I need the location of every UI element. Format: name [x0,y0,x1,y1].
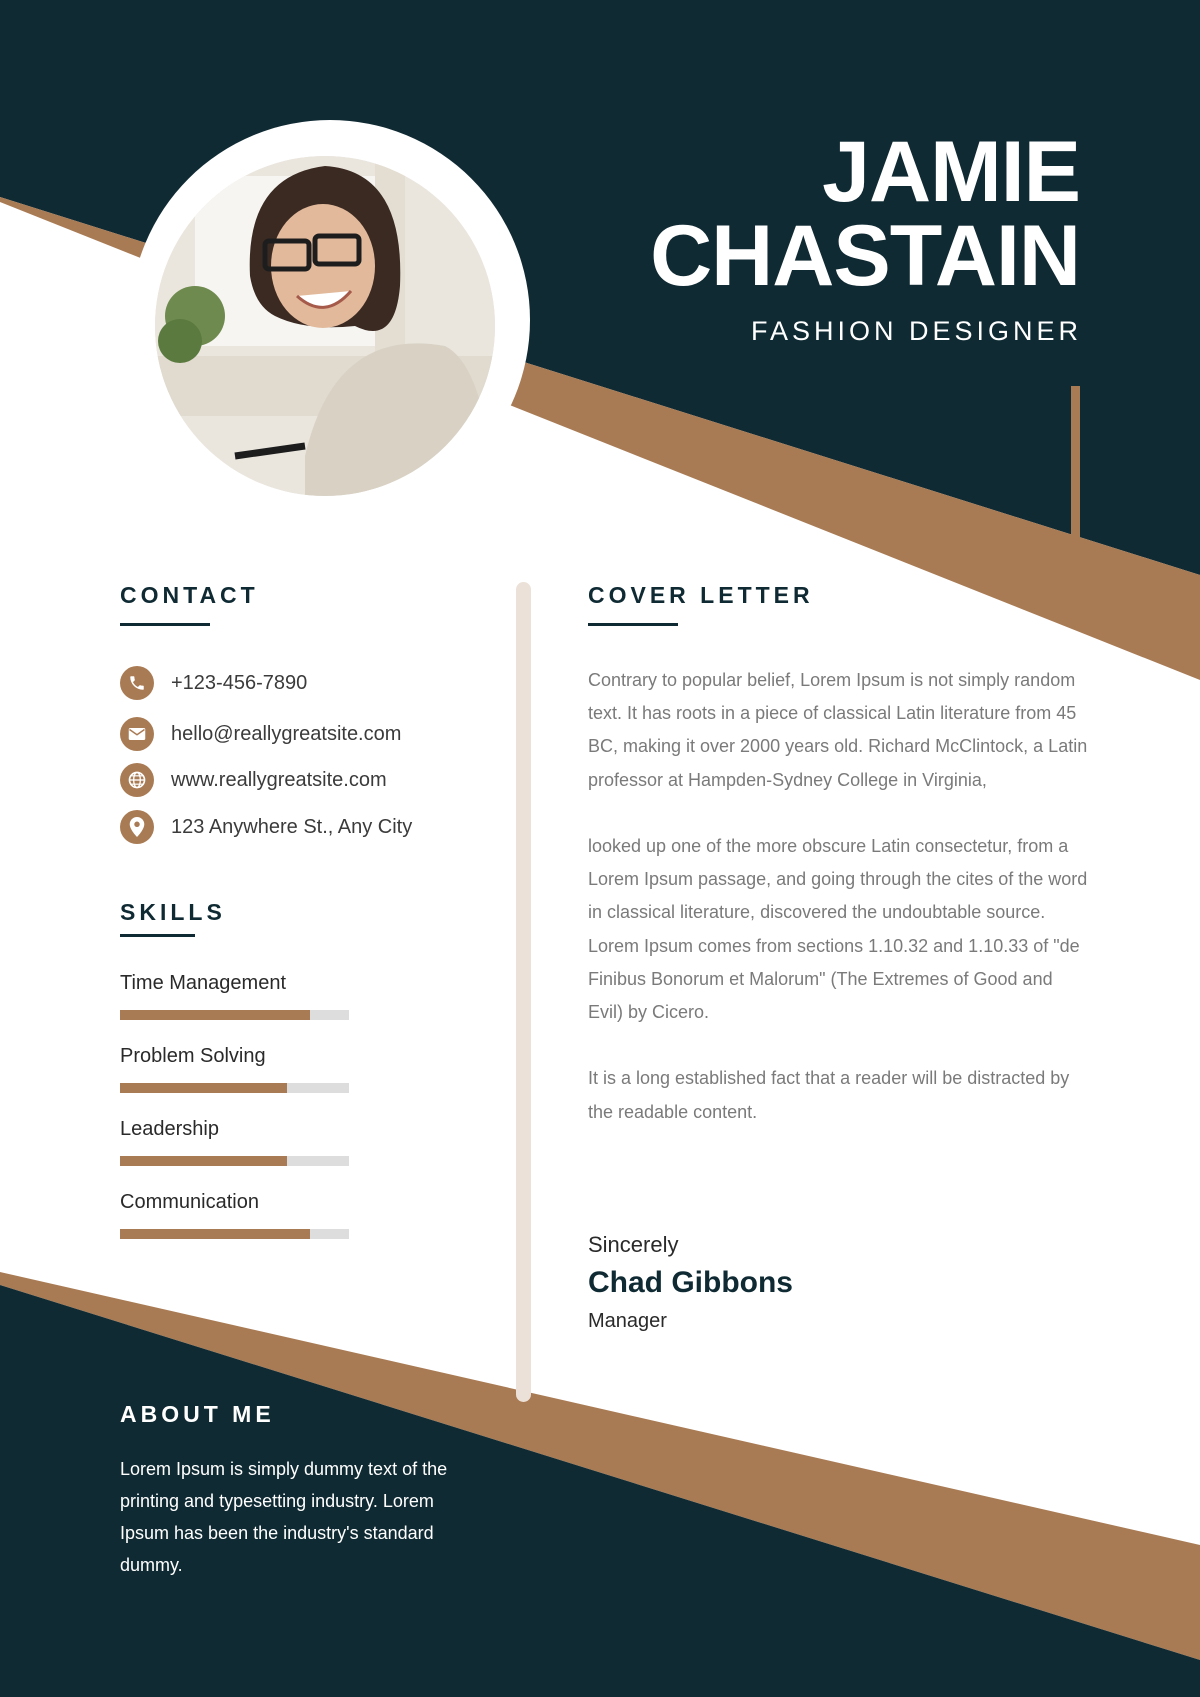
email-address[interactable]: hello@reallygreatsite.com [171,722,402,745]
cover-letter-body [588,664,1088,1129]
skill-label: Communication [120,1191,259,1213]
signer-name: Chad Gibbons [588,1266,793,1299]
skills-heading: SKILLS [120,899,226,925]
skill-bar-fill [120,1156,287,1166]
first-name: JAMIE [822,124,1080,220]
contact-email [120,717,401,751]
signer-role: Manager [588,1310,667,1332]
about-heading: ABOUT ME [120,1401,275,1427]
cover-paragraph: Contrary to popular belief, Lorem Ipsum is not simply random text. It has roots in a piece of classical Latin literature from 45 BC, making it over 2000 years old. Richard McClintock, a Latin professor at Hampden-Sydney College in Virginia, [588,670,1088,790]
phone-number[interactable]: +123-456-7890 [171,671,308,694]
last-name: CHASTAIN [650,208,1080,304]
skill-bar-fill [120,1010,310,1020]
contact-underline [120,623,210,626]
location-pin-icon [120,810,154,844]
about-text: Lorem Ipsum is simply dummy text of the printing and typesetting industry. Lorem Ipsum has been the industry's standard dummy. [120,1459,448,1575]
job-title: FASHION DESIGNER [750,316,1082,346]
street-address: 123 Anywhere St., Any City [171,815,413,838]
skill-label: Time Management [120,972,286,994]
skill-bar [120,1083,349,1093]
profile-photo [155,156,495,496]
skill-bar-fill [120,1229,310,1239]
skill-bar [120,1010,349,1020]
cover-letter-heading: COVER LETTER [588,582,814,608]
website-url[interactable]: www.reallygreatsite.com [171,768,387,791]
skills-underline [120,934,195,937]
cover-paragraph: Lorem Ipsum comes from sections 1.10.32 and 1.10.33 of "de Finibus Bonorum et Malorum" (The Extremes of Good and Evil) by Cicero. [588,935,1080,1023]
skill-bar [120,1229,349,1239]
skill-label: Problem Solving [120,1045,266,1067]
contact-website [120,763,387,797]
cover-paragraph: It is a long established fact that a reader will be distracted by the readable content. [588,1068,1070,1122]
candidate-name [650,124,1080,304]
contact-address [120,810,412,844]
skill-label: Leadership [120,1118,219,1140]
mail-icon [120,717,154,751]
closing-line: Sincerely [588,1232,679,1257]
skill-bar-fill [120,1083,287,1093]
contact-phone [120,666,307,700]
column-divider [516,582,531,1402]
globe-icon [120,763,154,797]
phone-icon [120,666,154,700]
cover-letter-underline [588,623,678,626]
skill-bar [120,1156,349,1166]
accent-bar [1071,386,1080,538]
cover-paragraph: looked up one of the more obscure Latin consectetur, from a Lorem Ipsum passage, and going through the cites of the word in classical literature, discovered the undoubtable source. [588,836,1088,923]
contact-heading: CONTACT [120,582,259,608]
